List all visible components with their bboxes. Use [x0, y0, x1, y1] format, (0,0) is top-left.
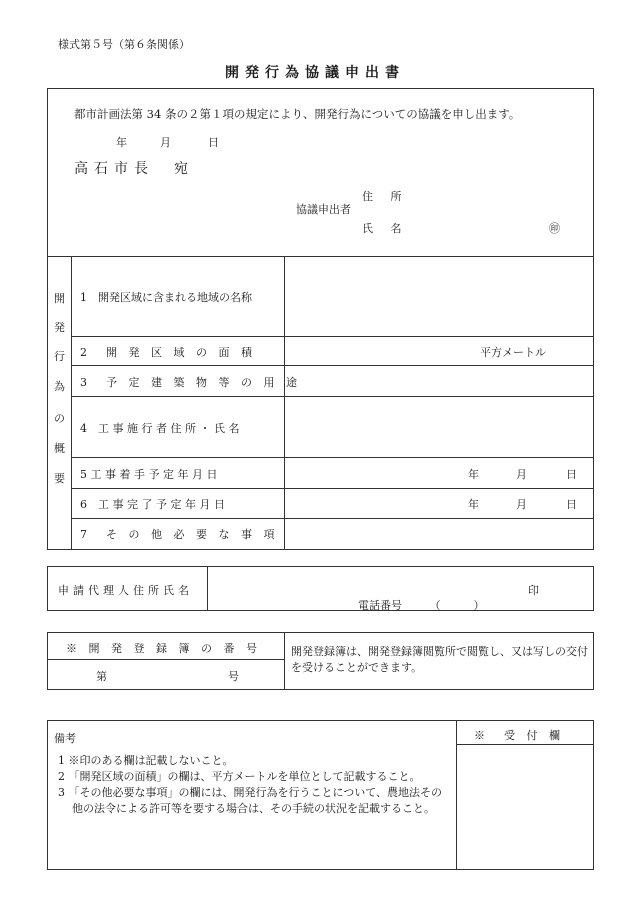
- registry-note: 開発登録簿は、開発登録簿閲覧所で閲覧し、又は写しの交付を受けることができます。: [291, 645, 588, 674]
- side-label-char: 発: [54, 321, 65, 334]
- registry-divider: [284, 632, 285, 690]
- row-divider: [71, 336, 594, 337]
- agent-divider: [207, 566, 208, 611]
- agent-seal: 印: [528, 584, 539, 597]
- end-day-label: 日: [566, 498, 577, 511]
- row-divider: [71, 365, 594, 366]
- address-label: 住 所: [362, 190, 409, 203]
- end-year-label: 年: [468, 498, 479, 511]
- row-label-other-matters: 7 そ の 他 必 要 な 事 項: [80, 528, 279, 541]
- remarks-divider: [456, 720, 457, 870]
- overview-value-divider: [284, 256, 285, 550]
- row-divider: [71, 396, 594, 397]
- row-divider: [71, 518, 594, 519]
- registry-number-prefix: 第: [96, 670, 107, 683]
- side-label-char: 行: [54, 350, 65, 363]
- remarks-title: 備考: [54, 732, 76, 745]
- row-label-area-size: 2 開 発 区 域 の 面 積: [80, 346, 256, 359]
- statement-text: 都市計画法第 34 条の２第１項の規定により、開発行為についての協議を申し出ます。: [74, 107, 521, 121]
- registry-row-divider: [47, 659, 284, 660]
- row-divider: [71, 457, 594, 458]
- applicant-label: 協議申出者: [296, 203, 351, 216]
- remarks-item: 3 「その他必要な事項」の欄には、開発行為を行うことについて、農地法その: [58, 786, 443, 799]
- seal-mark: ㊞: [549, 222, 560, 235]
- side-label-char: 概: [54, 442, 65, 455]
- reception-header-line: [456, 744, 594, 745]
- side-label-char: 要: [54, 472, 65, 485]
- area-unit-label: 平方メートル: [480, 346, 546, 359]
- agent-phone: 電話番号 （ ）: [358, 599, 485, 612]
- side-label-char: 為: [54, 380, 65, 393]
- form-number: 様式第５号（第６条関係）: [58, 38, 190, 51]
- page-title: 開発行為協議申出書: [225, 65, 405, 81]
- side-label-char: の: [54, 412, 65, 425]
- row-label-area-name: 1 開発区域に含まれる地域の名称: [80, 291, 252, 304]
- row-label-start-date: 5 工 事 着 手 予 定 年 月 日: [80, 468, 218, 481]
- registry-header: ※ 開 発 登 録 簿 の 番 号: [66, 642, 261, 655]
- side-label-char: 開: [54, 292, 65, 305]
- end-month-label: 月: [516, 498, 527, 511]
- overview-top-line: [47, 256, 594, 257]
- row-label-end-date: 6 工 事 完 了 予 定 年 月 日: [80, 498, 225, 511]
- row-divider: [71, 488, 594, 489]
- overview-side-divider: [71, 256, 72, 550]
- date-day-label: 日: [208, 136, 219, 149]
- row-label-building-use: 3 予 定 建 築 物 等 の 用 途: [80, 376, 301, 389]
- reception-header: ※ 受 付 欄: [474, 729, 564, 742]
- name-label: 氏 名: [362, 222, 409, 235]
- addressee: 高石市長 宛: [74, 161, 194, 177]
- registry-number-suffix: 号: [228, 670, 239, 683]
- start-month-label: 月: [516, 468, 527, 481]
- start-year-label: 年: [468, 468, 479, 481]
- remarks-item: 1 ※印のある欄は記載しないこと。: [58, 754, 234, 767]
- row-label-contractor: 4 工 事 施 行 者 住 所 ・ 氏 名: [80, 422, 240, 435]
- remarks-item: 他の法令による許可等を要する場合は、その手続の状況を記載すること。: [72, 802, 435, 815]
- agent-label: 申請代理人住所氏名: [58, 584, 193, 597]
- start-day-label: 日: [566, 468, 577, 481]
- date-year-label: 年: [116, 136, 127, 149]
- remarks-item: 2 「開発区域の面積」の欄は、平方メートルを単位として記載すること。: [58, 770, 421, 783]
- date-month-label: 月: [160, 136, 171, 149]
